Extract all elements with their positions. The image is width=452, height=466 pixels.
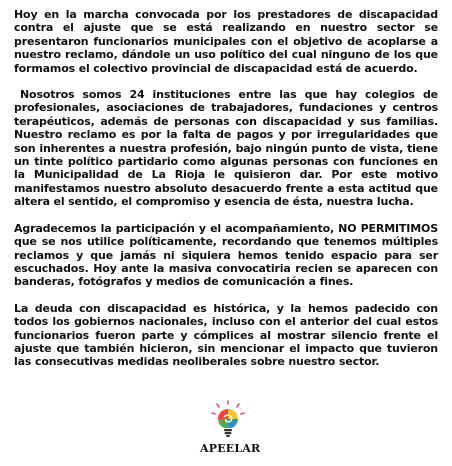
paragraph-3: Agradecemos la participación y el acompañamiento, NO PERMITIMOS que se nos utilice políticamente, recordando que tenemos múltiples reclamos y que jamás ni siquiera hemos tenido espacio para ser escuchados. Hoy ante la masiva convocatiria recien se aparecen con banderas, fotógrafos y medios de comunicación a fines. — [14, 221, 438, 289]
paragraph-2: Nosotros somos 24 instituciones entre las que hay colegios de profesionales, asociaciones de trabajadores, fundaciones y centros terapéuticos, además de personas con discapacidad y sus familias. Nuestro reclamo es por la falta de pagos y por irregularidades que son inherentes a nuestra profesión, bajo ningún punto de vista, tiene un tinte político partidario como algunas personas con funciones en la Municipalidad de La Rioja le quisieron dar. Por este motivo manifestamos nuestro absoluto desacuerdo frente a esta actitud que altera el sentido, el compromiso y esencia de ésta, nuestra lucha. — [14, 88, 438, 209]
paragraph-4: La deuda con discapacidad es histórica, y la hemos padecido con todos los gobiernos nacionales, incluso con el anterior del cual estos funcionarios fueron parte y cómplices al mostrar silencio frente el ajuste que también hicieron, sin mencionar el impacto que tuvieron las consecutivas medidas neoliberales sobre nuestro sector. — [14, 301, 438, 369]
lightbulb-icon — [211, 400, 245, 444]
brand-name: APEELAR — [200, 442, 261, 455]
apeelar-logo — [200, 400, 261, 466]
statement-document — [14, 8, 438, 382]
paragraph-1: Hoy en la marcha convocada por los prestadores de discapacidad contra el ajuste que se está realizando en nuestro sector se presentaron funcionarios municipales con el objetivo de acoplarse a nuestro reclamo, dándole un uso político del cual ninguno de los que formamos el colectivo provincial de discapacidad está de acuerdo. — [14, 8, 438, 75]
